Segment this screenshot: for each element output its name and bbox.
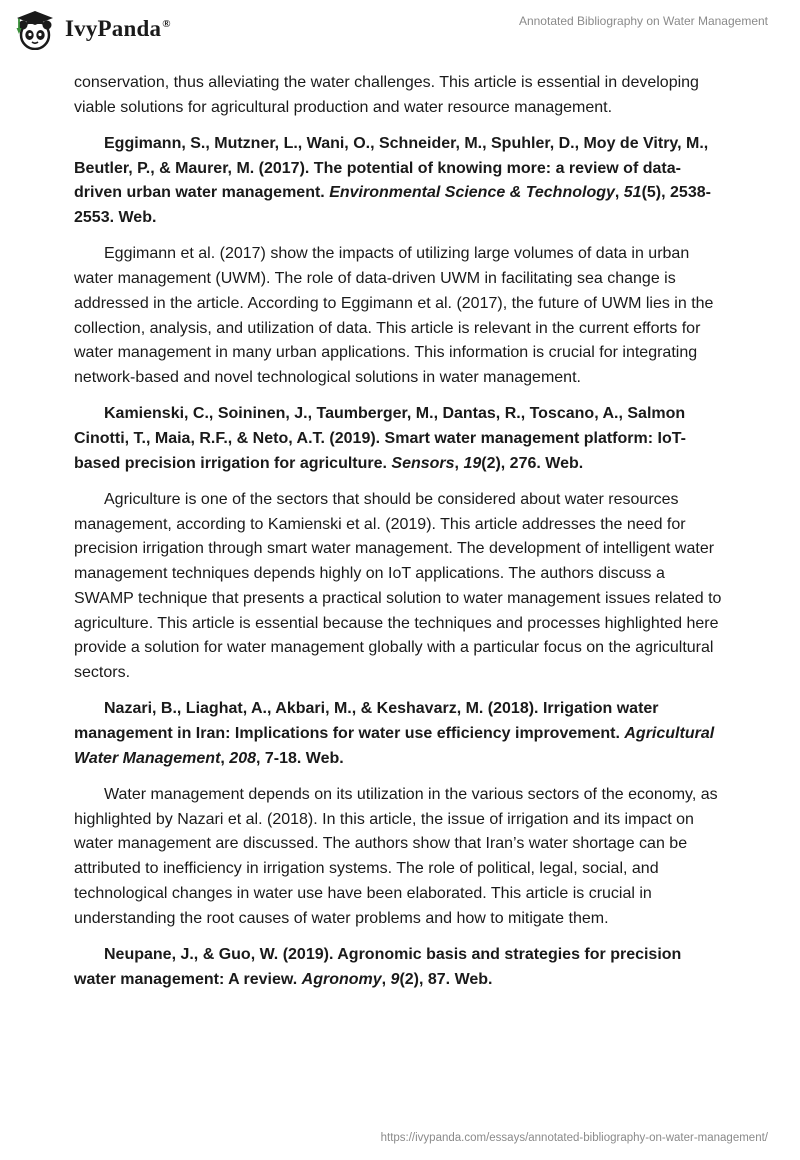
document-title: Annotated Bibliography on Water Management: [518, 14, 768, 28]
citation-kamienski: Kamienski, C., Soininen, J., Taumberger, M., Dantas, R., Toscano, A., Salmon Cinotti, T., Maia, R.F., & Neto, A.T. (2019). Smart water management platform: IoT-based precision irrigation for agriculture. Sensors, 19(2), 276. Web.: [74, 405, 686, 472]
citation-eggimann: Eggimann, S., Mutzner, L., Wani, O., Schneider, M., Spuhler, D., Moy de Vitry, M., Beutler, P., & Maurer, M. (2017). The potential of knowing more: a review of data-driven urban water management. Environmental Science & Technology, 51(5), 2538-2553. Web.: [74, 134, 711, 227]
brand-name: IvyPanda®: [65, 16, 171, 41]
annotation-kamienski: Agriculture is one of the sectors that should be considered about water resources management, according to Kamienski et al. (2019). This article addresses the need for precision irrigation through smart water management. The development of intelligent water management techniques depends highly on IoT applications. The authors discuss a SWAMP technique that presents a practical solution to water management issues related to agriculture. This article is essential because the techniques and processes highlighted here provide a solution for water management globally with a particular focus on the agricultural sectors.: [74, 490, 722, 682]
document-body: [74, 71, 726, 1004]
annotation-nazari: Water management depends on its utilization in the various sectors of the economy, as highlighted by Nazari et al. (2018). In this article, the issue of irrigation and its impact on water management are discussed. The authors show that Iran’s water shortage can be attributed to inefficiency in irrigation systems. The role of political, legal, social, and technological changes in water use have been elaborated. This article is crucial in understanding the root causes of water problems and how to mitigate them.: [74, 785, 718, 927]
ivypanda-logo[interactable]: [12, 8, 171, 50]
annotation-eggimann: Eggimann et al. (2017) show the impacts of utilizing large volumes of data in urban water management (UWM). The role of data-driven UWM in facilitating sea change is addressed in the article. According to Eggimann et al. (2017), the future of UWM lies in the collection, analysis, and utilization of data. This article is relevant in the current efforts for water management in many urban applications. This information is crucial for integrating network-based and novel technological solutions in water management.: [74, 245, 714, 387]
citation-nazari: Nazari, B., Liaghat, A., Akbari, M., & Keshavarz, M. (2018). Irrigation water management in Iran: Implications for water use efficiency improvement. Agricultural Water Management, 208, 7-18. Web.: [74, 700, 715, 767]
continuation-paragraph: conservation, thus alleviating the water challenges. This article is essential in developing viable solutions for agricultural production and water resource management.: [74, 74, 699, 116]
page-header: [0, 0, 800, 62]
citation-neupane: Neupane, J., & Guo, W. (2019). Agronomic basis and strategies for precision water management: A review. Agronomy, 9(2), 87. Web.: [74, 945, 682, 988]
source-url: https://ivypanda.com/essays/annotated-bibliography-on-water-management/: [380, 1132, 768, 1144]
panda-graduate-icon: [12, 8, 58, 50]
